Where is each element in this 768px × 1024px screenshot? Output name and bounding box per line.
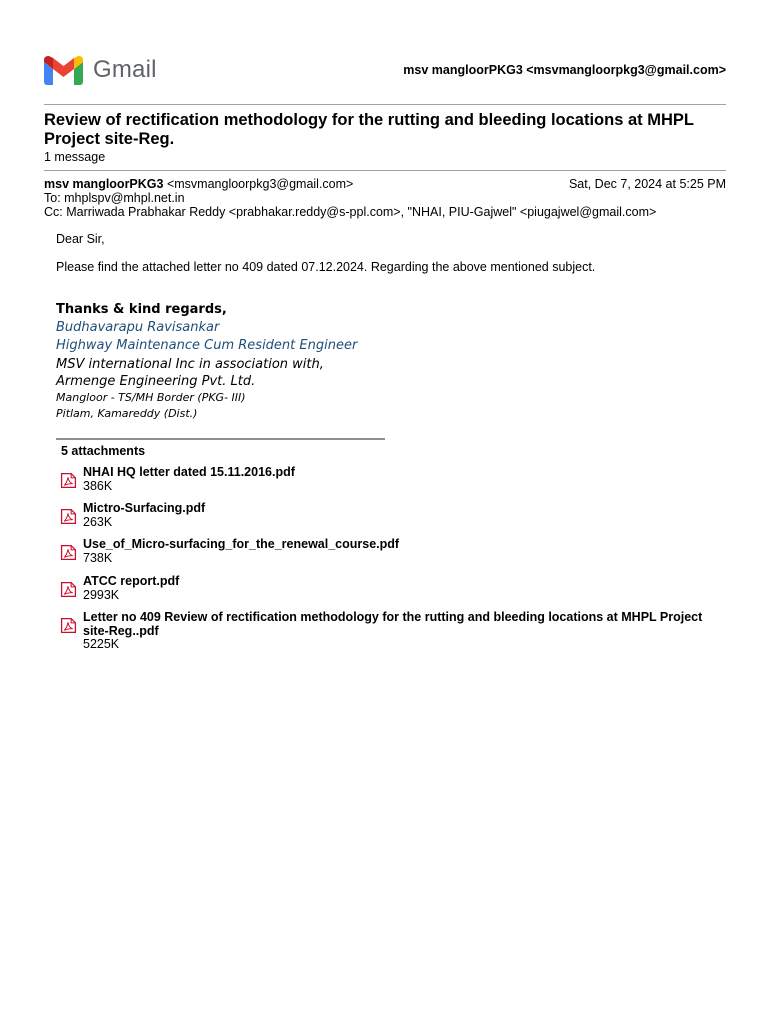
attachment-name[interactable]: NHAI HQ letter dated 15.11.2016.pdf — [83, 465, 295, 479]
sender-email: <msvmangloorpkg3@gmail.com> — [166, 177, 354, 191]
attachments-count: 5 attachments — [61, 444, 146, 458]
attachment-item[interactable] — [60, 466, 726, 502]
attachment-name[interactable]: Mictro-Surfacing.pdf — [83, 501, 206, 515]
thread-subject: Review of rectification methodology for the rutting and bleeding locations at MHPL Project site-Reg. — [44, 111, 694, 148]
message-count: 1 message — [44, 150, 106, 164]
attachment-size: 738K — [83, 550, 113, 565]
cc-recipients: Cc: Marriwada Prabhakar Reddy <prabhakar.reddy@s-ppl.com>, "NHAI, PIU-Gajwel" <piugajwel@gmail.com> — [44, 205, 657, 219]
signature-block — [56, 302, 357, 423]
pdf-icon — [60, 472, 77, 493]
attachments-divider — [56, 438, 385, 440]
pdf-icon — [60, 544, 77, 565]
divider — [44, 170, 726, 171]
location-line: Mangloor - TS/MH Border (PKG- III) — [56, 391, 246, 404]
attachments-list — [60, 466, 726, 652]
divider — [44, 104, 726, 105]
attachment-name[interactable]: Use_of_Micro-surfacing_for_the_renewal_course.pdf — [83, 537, 400, 551]
pdf-icon — [60, 581, 77, 602]
attachment-size: 263K — [83, 514, 113, 529]
organization-line: MSV international Inc in association with, — [56, 357, 324, 372]
sign-off: Thanks & kind regards, — [56, 302, 227, 317]
address-line: Pitlam, Kamareddy (Dist.) — [56, 407, 198, 420]
print-header — [44, 52, 726, 92]
greeting: Dear Sir, — [56, 232, 105, 246]
attachment-item[interactable] — [60, 575, 726, 611]
signer-name: Budhavarapu Ravisankar — [56, 320, 220, 335]
to-recipients: To: mhplspv@mhpl.net.in — [44, 191, 185, 205]
message-header — [44, 177, 726, 219]
attachment-size: 386K — [83, 478, 113, 493]
message-date: Sat, Dec 7, 2024 at 5:25 PM — [568, 177, 726, 191]
gmail-wordmark: Gmail — [93, 56, 157, 83]
account-identity: msv mangloorPKG3 <msvmangloorpkg3@gmail.com> — [403, 63, 726, 77]
attachment-size: 2993K — [83, 587, 120, 602]
partner-organization: Armenge Engineering Pvt. Ltd. — [56, 374, 256, 389]
attachment-name[interactable]: Letter no 409 Review of rectification methodology for the rutting and bleeding locations at MHPL Project site-Reg..pdf — [83, 610, 703, 638]
sender-name: msv mangloorPKG3 — [44, 177, 164, 191]
attachment-size: 5225K — [83, 637, 120, 651]
body-paragraph: Please find the attached letter no 409 dated 07.12.2024. Regarding the above mentioned subject. — [56, 260, 596, 274]
signer-title: Highway Maintenance Cum Resident Engineer — [56, 338, 358, 353]
pdf-icon — [60, 508, 77, 529]
attachment-item[interactable] — [60, 538, 726, 575]
gmail-m-icon — [44, 55, 83, 85]
attachment-name[interactable]: ATCC report.pdf — [83, 574, 180, 588]
pdf-icon — [60, 617, 77, 638]
gmail-logo — [44, 55, 157, 85]
attachment-item[interactable] — [60, 502, 726, 538]
attachment-item[interactable] — [60, 611, 726, 652]
